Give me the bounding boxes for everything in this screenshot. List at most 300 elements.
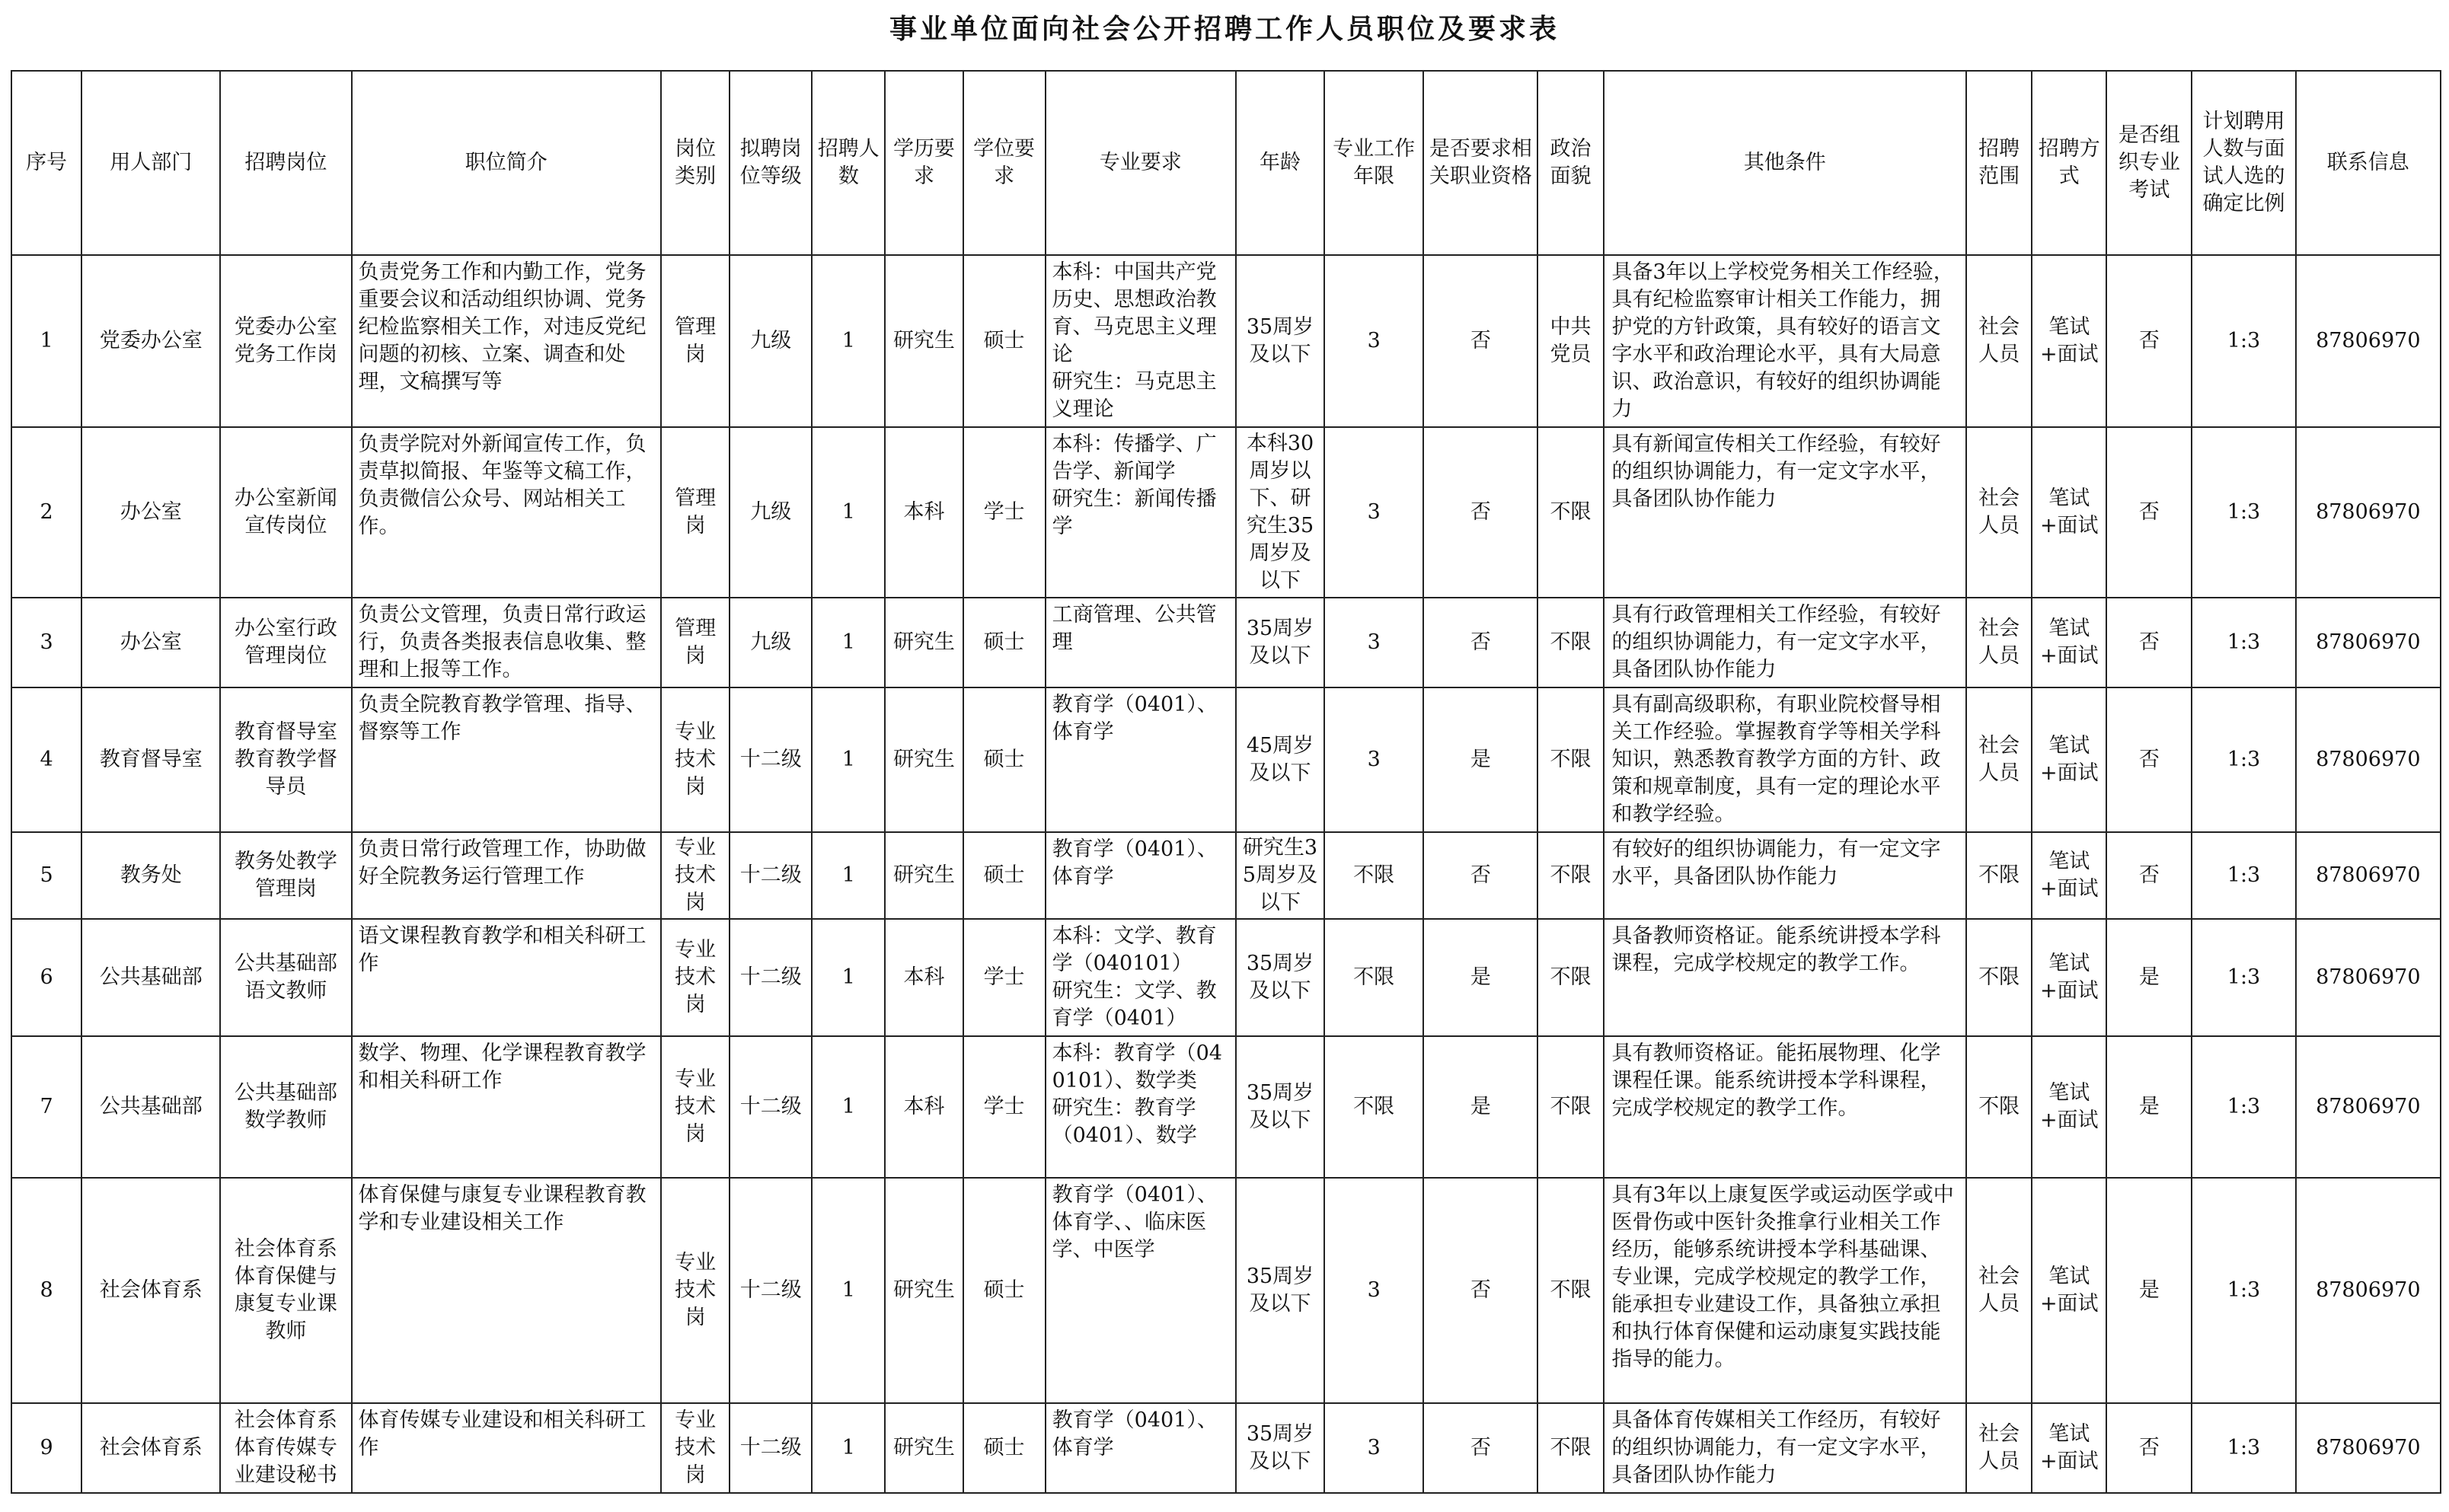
cell-text-contact: 87806970 — [2316, 1436, 2421, 1459]
cell-age — [1236, 255, 1324, 427]
cell-text-other: 具有教师资格证。能拓展物理、化学课程任课。能系统讲授本学科课程，完成学校规定的教学工作。 — [1611, 1041, 1941, 1120]
cell-text-desc: 负责全院教育教学管理、指导、督察等工作 — [358, 693, 647, 744]
cell-text-other: 有较好的组织协调能力，有一定文字水平，具备团队协作能力 — [1611, 837, 1941, 888]
cell-contact — [2296, 255, 2441, 427]
cell-text-edu: 本科 — [903, 1095, 945, 1118]
cell-edu — [885, 1036, 963, 1178]
cell-exam — [2106, 832, 2192, 919]
cell-years — [1324, 427, 1423, 598]
cell-count — [812, 598, 885, 687]
table-row — [11, 919, 2441, 1036]
cell-text-count: 1 — [841, 1436, 855, 1459]
cell-text-political: 不限 — [1550, 630, 1592, 654]
cell-no — [11, 427, 81, 598]
cell-method — [2032, 598, 2106, 687]
cell-level — [730, 1403, 812, 1493]
cell-text-major: 本科：传播学、广告学、新闻学 研究生：新闻传播学 — [1052, 432, 1217, 538]
cell-level — [730, 1178, 812, 1403]
cell-text-age: 35周岁及以下 — [1246, 1422, 1314, 1473]
cell-text-contact: 87806970 — [2316, 1095, 2421, 1118]
cell-text-exam: 是 — [2138, 1278, 2160, 1302]
cell-other — [1604, 255, 1967, 427]
cell-text-exam: 否 — [2138, 500, 2160, 524]
cell-category — [661, 1403, 730, 1493]
cell-text-ratio: 1:3 — [2227, 1436, 2261, 1459]
cell-text-method: 笔试+面试 — [2039, 315, 2099, 366]
cell-text-count: 1 — [841, 965, 855, 989]
cell-exam — [2106, 255, 2192, 427]
cell-ratio — [2192, 598, 2295, 687]
cell-post — [220, 687, 351, 832]
column-header-count: 招聘人数 — [812, 71, 885, 255]
cell-text-qual: 是 — [1470, 965, 1491, 989]
cell-text-qual: 是 — [1470, 1095, 1491, 1118]
cell-no — [11, 1403, 81, 1493]
cell-count — [812, 1178, 885, 1403]
cell-text-post: 公共基础部数学教师 — [234, 1081, 337, 1132]
cell-text-ratio: 1:3 — [2227, 1278, 2261, 1302]
cell-edu — [885, 1403, 963, 1493]
cell-text-years: 3 — [1367, 748, 1381, 771]
cell-text-post: 社会体育系体育保健与康复专业课教师 — [234, 1237, 337, 1343]
column-header-contact: 联系信息 — [2296, 71, 2441, 255]
cell-text-years: 3 — [1367, 1436, 1381, 1459]
cell-text-qual: 是 — [1470, 748, 1491, 771]
cell-text-exam: 是 — [2138, 965, 2160, 989]
cell-other — [1604, 687, 1967, 832]
cell-text-method: 笔试+面试 — [2039, 617, 2099, 668]
cell-contact — [2296, 832, 2441, 919]
cell-years — [1324, 598, 1423, 687]
cell-post — [220, 1403, 351, 1493]
cell-degree — [963, 255, 1046, 427]
table-row — [11, 1178, 2441, 1403]
cell-category — [661, 598, 730, 687]
cell-text-years: 3 — [1367, 329, 1381, 352]
cell-category — [661, 832, 730, 919]
cell-degree — [963, 919, 1046, 1036]
cell-level — [730, 598, 812, 687]
cell-text-exam: 否 — [2138, 1436, 2160, 1459]
cell-major — [1046, 919, 1236, 1036]
cell-text-ratio: 1:3 — [2227, 748, 2261, 771]
cell-scope — [1966, 1036, 2032, 1178]
cell-text-major: 教育学（0401）、体育学 — [1052, 1408, 1218, 1459]
cell-scope — [1966, 1178, 2032, 1403]
cell-dept — [81, 1036, 220, 1178]
cell-major — [1046, 427, 1236, 598]
cell-text-age: 35周岁及以下 — [1246, 1081, 1314, 1132]
cell-text-method: 笔试+面试 — [2039, 1265, 2099, 1316]
cell-text-method: 笔试+面试 — [2039, 1081, 2099, 1132]
cell-ratio — [2192, 1036, 2295, 1178]
cell-dept — [81, 427, 220, 598]
cell-count — [812, 1036, 885, 1178]
cell-text-level: 十二级 — [739, 1278, 802, 1302]
cell-text-level: 九级 — [750, 630, 792, 654]
cell-text-method: 笔试+面试 — [2039, 486, 2099, 537]
cell-political — [1537, 1178, 1603, 1403]
cell-text-desc: 负责党务工作和内勤工作，党务重要会议和活动组织协调、党务纪检监察相关工作，对违反党纪问题的初核、立案、调查和处理，文稿撰写等 — [358, 260, 647, 394]
cell-text-ratio: 1:3 — [2227, 329, 2261, 352]
cell-political — [1537, 832, 1603, 919]
cell-method — [2032, 687, 2106, 832]
cell-text-exam: 否 — [2138, 329, 2160, 352]
cell-text-years: 3 — [1367, 500, 1381, 524]
cell-count — [812, 427, 885, 598]
cell-count — [812, 255, 885, 427]
cell-text-category: 专业技术岗 — [675, 1251, 717, 1329]
cell-contact — [2296, 1178, 2441, 1403]
cell-text-ratio: 1:3 — [2227, 630, 2261, 654]
cell-political — [1537, 255, 1603, 427]
cell-text-desc: 体育传媒专业建设和相关科研工作 — [358, 1408, 647, 1459]
cell-text-age: 35周岁及以下 — [1246, 1265, 1314, 1316]
cell-major — [1046, 832, 1236, 919]
cell-age — [1236, 427, 1324, 598]
cell-text-degree: 硕士 — [983, 863, 1025, 887]
cell-text-degree: 硕士 — [983, 748, 1025, 771]
cell-scope — [1966, 687, 2032, 832]
cell-text-dept: 办公室 — [120, 500, 182, 524]
cell-exam — [2106, 919, 2192, 1036]
cell-edu — [885, 255, 963, 427]
cell-text-method: 笔试+面试 — [2039, 734, 2099, 785]
cell-text-desc: 负责学院对外新闻宣传工作，负责草拟简报、年鉴等文稿工作，负责微信公众号、网站相关工作。 — [358, 432, 647, 538]
cell-dept — [81, 1403, 220, 1493]
cell-dept — [81, 1178, 220, 1403]
cell-text-contact: 87806970 — [2316, 630, 2421, 654]
cell-text-category: 专业技术岗 — [675, 836, 717, 914]
cell-text-scope: 不限 — [1978, 965, 2020, 989]
cell-text-qual: 否 — [1470, 1278, 1491, 1302]
cell-desc — [352, 1036, 662, 1178]
cell-text-scope: 社会人员 — [1978, 1422, 2020, 1473]
cell-exam — [2106, 1036, 2192, 1178]
cell-text-edu: 研究生 — [892, 1278, 955, 1302]
cell-ratio — [2192, 1178, 2295, 1403]
cell-text-qual: 否 — [1470, 863, 1491, 887]
cell-degree — [963, 1403, 1046, 1493]
column-header-qual: 是否要求相关职业资格 — [1423, 71, 1537, 255]
cell-age — [1236, 598, 1324, 687]
cell-level — [730, 919, 812, 1036]
cell-method — [2032, 427, 2106, 598]
cell-no — [11, 1036, 81, 1178]
cell-text-major: 本科：中国共产党历史、思想政治教育、马克思主义理论 研究生：马克思主义理论 — [1052, 260, 1217, 421]
cell-text-ratio: 1:3 — [2227, 1095, 2261, 1118]
cell-text-political: 不限 — [1550, 1095, 1592, 1118]
cell-text-post: 教育督导室教育教学督导员 — [234, 720, 337, 799]
cell-ratio — [2192, 1403, 2295, 1493]
cell-text-exam: 否 — [2138, 630, 2160, 654]
cell-ratio — [2192, 255, 2295, 427]
cell-level — [730, 427, 812, 598]
cell-post — [220, 919, 351, 1036]
cell-years — [1324, 832, 1423, 919]
cell-category — [661, 255, 730, 427]
table-header-row — [11, 71, 2441, 255]
cell-text-political: 不限 — [1550, 965, 1592, 989]
column-header-age: 年龄 — [1236, 71, 1324, 255]
cell-text-years: 不限 — [1353, 1095, 1395, 1118]
cell-desc — [352, 1403, 662, 1493]
cell-text-method: 笔试+面试 — [2039, 1422, 2099, 1473]
cell-text-scope: 社会人员 — [1978, 734, 2020, 785]
cell-text-contact: 87806970 — [2316, 329, 2421, 352]
cell-post — [220, 427, 351, 598]
cell-text-count: 1 — [841, 863, 855, 887]
cell-text-major: 教育学（0401）、体育学 — [1052, 693, 1218, 744]
cell-category — [661, 919, 730, 1036]
cell-ratio — [2192, 687, 2295, 832]
cell-desc — [352, 832, 662, 919]
table-row — [11, 427, 2441, 598]
cell-political — [1537, 427, 1603, 598]
cell-edu — [885, 832, 963, 919]
cell-desc — [352, 255, 662, 427]
cell-contact — [2296, 1403, 2441, 1493]
cell-text-age: 45周岁及以下 — [1246, 734, 1314, 785]
cell-political — [1537, 687, 1603, 832]
cell-text-exam: 否 — [2138, 863, 2160, 887]
cell-method — [2032, 919, 2106, 1036]
cell-text-other: 具有行政管理相关工作经验，有较好的组织协调能力，有一定文字水平，具备团队协作能力 — [1611, 603, 1941, 681]
column-header-years: 专业工作年限 — [1324, 71, 1423, 255]
cell-contact — [2296, 1036, 2441, 1178]
cell-post — [220, 598, 351, 687]
cell-text-desc: 负责公文管理，负责日常行政运行，负责各类报表信息收集、整理和上报等工作。 — [358, 603, 647, 681]
cell-text-other: 具有副高级职称，有职业院校督导相关工作经验。掌握教育学等相关学科知识，熟悉教育教学方面的方针、政策和规章制度，具有一定的理论水平和教学经验。 — [1611, 693, 1941, 826]
cell-text-political: 不限 — [1550, 1436, 1592, 1459]
cell-age — [1236, 687, 1324, 832]
cell-text-scope: 不限 — [1978, 1095, 2020, 1118]
cell-edu — [885, 687, 963, 832]
cell-text-major: 工商管理、公共管理 — [1052, 603, 1217, 654]
cell-text-no: 1 — [40, 329, 53, 352]
cell-text-dept: 社会体育系 — [99, 1436, 203, 1459]
cell-text-scope: 社会人员 — [1978, 315, 2020, 366]
cell-other — [1604, 1036, 1967, 1178]
cell-exam — [2106, 1403, 2192, 1493]
cell-text-dept: 公共基础部 — [99, 965, 203, 989]
cell-scope — [1966, 427, 2032, 598]
cell-text-count: 1 — [841, 630, 855, 654]
cell-text-degree: 硕士 — [983, 1436, 1025, 1459]
cell-qual — [1423, 1036, 1537, 1178]
cell-text-level: 九级 — [750, 329, 792, 352]
cell-category — [661, 427, 730, 598]
column-header-exam: 是否组织专业考试 — [2106, 71, 2192, 255]
cell-text-category: 专业技术岗 — [675, 720, 717, 799]
cell-dept — [81, 919, 220, 1036]
cell-age — [1236, 1036, 1324, 1178]
table-row — [11, 1403, 2441, 1493]
cell-age — [1236, 1403, 1324, 1493]
cell-exam — [2106, 687, 2192, 832]
cell-political — [1537, 1403, 1603, 1493]
cell-level — [730, 832, 812, 919]
cell-text-desc: 语文课程教育教学和相关科研工作 — [358, 924, 647, 975]
cell-dept — [81, 598, 220, 687]
cell-degree — [963, 1178, 1046, 1403]
cell-text-scope: 社会人员 — [1978, 486, 2020, 537]
cell-scope — [1966, 919, 2032, 1036]
cell-age — [1236, 1178, 1324, 1403]
cell-text-other: 具有新闻宣传相关工作经验，有较好的组织协调能力，有一定文字水平，具备团队协作能力 — [1611, 432, 1941, 511]
cell-count — [812, 687, 885, 832]
cell-text-no: 5 — [40, 863, 53, 887]
cell-edu — [885, 598, 963, 687]
cell-count — [812, 919, 885, 1036]
cell-text-level: 十二级 — [739, 1436, 802, 1459]
cell-text-no: 9 — [40, 1436, 53, 1459]
column-header-scope: 招聘范围 — [1966, 71, 2032, 255]
cell-text-qual: 否 — [1470, 329, 1491, 352]
cell-text-post: 教务处教学管理岗 — [234, 850, 337, 901]
column-header-edu: 学历要求 — [885, 71, 963, 255]
cell-exam — [2106, 598, 2192, 687]
cell-text-no: 8 — [40, 1278, 53, 1302]
cell-method — [2032, 255, 2106, 427]
column-header-no: 序号 — [11, 71, 81, 255]
cell-no — [11, 1178, 81, 1403]
cell-post — [220, 255, 351, 427]
cell-text-degree: 学士 — [983, 965, 1025, 989]
cell-degree — [963, 832, 1046, 919]
cell-edu — [885, 1178, 963, 1403]
cell-text-edu: 研究生 — [892, 1436, 955, 1459]
cell-text-dept: 党委办公室 — [99, 329, 203, 352]
cell-exam — [2106, 427, 2192, 598]
cell-qual — [1423, 919, 1537, 1036]
cell-text-qual: 否 — [1470, 630, 1491, 654]
column-header-dept: 用人部门 — [81, 71, 220, 255]
column-header-post: 招聘岗位 — [220, 71, 351, 255]
cell-other — [1604, 832, 1967, 919]
cell-other — [1604, 427, 1967, 598]
cell-text-dept: 社会体育系 — [99, 1278, 203, 1302]
cell-desc — [352, 687, 662, 832]
cell-scope — [1966, 832, 2032, 919]
cell-text-political: 不限 — [1550, 1278, 1592, 1302]
cell-qual — [1423, 687, 1537, 832]
cell-dept — [81, 832, 220, 919]
cell-years — [1324, 255, 1423, 427]
column-header-major: 专业要求 — [1046, 71, 1236, 255]
cell-level — [730, 255, 812, 427]
cell-text-political: 中共党员 — [1550, 315, 1592, 366]
table-row — [11, 255, 2441, 427]
cell-text-degree: 硕士 — [983, 630, 1025, 654]
cell-no — [11, 687, 81, 832]
cell-other — [1604, 919, 1967, 1036]
cell-text-edu: 本科 — [903, 500, 945, 524]
cell-desc — [352, 598, 662, 687]
cell-text-count: 1 — [841, 329, 855, 352]
cell-text-post: 公共基础部语文教师 — [234, 952, 337, 1003]
cell-text-count: 1 — [841, 1095, 855, 1118]
cell-text-age: 研究生35周岁及以下 — [1242, 836, 1318, 914]
cell-text-level: 十二级 — [739, 863, 802, 887]
cell-years — [1324, 1036, 1423, 1178]
cell-age — [1236, 832, 1324, 919]
cell-contact — [2296, 598, 2441, 687]
cell-text-other: 具有3年以上康复医学或运动医学或中医骨伤或中医针灸推拿行业相关工作经历，能够系统讲授本学科基础课、专业课，完成学校规定的教学工作，能承担专业建设工作，具备独立承担和执行体育保健和运动康复实践技能指导的能力。 — [1611, 1183, 1954, 1371]
cell-age — [1236, 919, 1324, 1036]
cell-post — [220, 1036, 351, 1178]
column-header-category: 岗位类别 — [661, 71, 730, 255]
cell-text-years: 不限 — [1353, 965, 1395, 989]
table-row — [11, 598, 2441, 687]
cell-text-ratio: 1:3 — [2227, 500, 2261, 524]
cell-qual — [1423, 598, 1537, 687]
column-header-political: 政治面貌 — [1537, 71, 1603, 255]
cell-qual — [1423, 1178, 1537, 1403]
cell-qual — [1423, 427, 1537, 598]
cell-text-desc: 体育保健与康复专业课程教育教学和专业建设相关工作 — [358, 1183, 647, 1234]
column-header-level: 拟聘岗位等级 — [730, 71, 812, 255]
cell-text-no: 2 — [40, 500, 53, 524]
cell-method — [2032, 1178, 2106, 1403]
cell-scope — [1966, 255, 2032, 427]
cell-years — [1324, 919, 1423, 1036]
cell-contact — [2296, 919, 2441, 1036]
cell-text-political: 不限 — [1550, 748, 1592, 771]
cell-qual — [1423, 1403, 1537, 1493]
cell-text-post: 党委办公室党务工作岗 — [234, 315, 337, 366]
column-header-degree: 学位要求 — [963, 71, 1046, 255]
column-header-other: 其他条件 — [1604, 71, 1967, 255]
cell-text-age: 35周岁及以下 — [1246, 617, 1314, 668]
column-header-method: 招聘方式 — [2032, 71, 2106, 255]
cell-edu — [885, 427, 963, 598]
cell-text-method: 笔试+面试 — [2039, 850, 2099, 901]
cell-political — [1537, 919, 1603, 1036]
cell-text-degree: 硕士 — [983, 329, 1025, 352]
cell-text-qual: 否 — [1470, 500, 1491, 524]
cell-other — [1604, 1403, 1967, 1493]
table-row — [11, 687, 2441, 832]
cell-text-edu: 研究生 — [892, 863, 955, 887]
cell-text-dept: 办公室 — [120, 630, 182, 654]
cell-no — [11, 919, 81, 1036]
cell-text-level: 九级 — [750, 500, 792, 524]
cell-desc — [352, 1178, 662, 1403]
cell-category — [661, 1178, 730, 1403]
cell-text-dept: 教务处 — [120, 863, 182, 887]
cell-text-category: 管理岗 — [675, 486, 717, 537]
cell-method — [2032, 832, 2106, 919]
cell-text-political: 不限 — [1550, 863, 1592, 887]
cell-contact — [2296, 427, 2441, 598]
cell-text-edu: 研究生 — [892, 630, 955, 654]
cell-edu — [885, 919, 963, 1036]
cell-text-age: 35周岁及以下 — [1246, 952, 1314, 1003]
cell-category — [661, 1036, 730, 1178]
cell-text-contact: 87806970 — [2316, 1278, 2421, 1302]
cell-post — [220, 832, 351, 919]
cell-scope — [1966, 598, 2032, 687]
cell-text-age: 本科30周岁以下、研究生35周岁及以下 — [1246, 432, 1314, 592]
cell-text-other: 具备体育传媒相关工作经历，有较好的组织协调能力，有一定文字水平，具备团队协作能力 — [1611, 1408, 1941, 1487]
cell-text-exam: 是 — [2138, 1095, 2160, 1118]
cell-text-no: 3 — [40, 630, 53, 654]
cell-text-desc: 负责日常行政管理工作，协助做好全院教务运行管理工作 — [358, 837, 647, 888]
cell-years — [1324, 1178, 1423, 1403]
cell-desc — [352, 919, 662, 1036]
cell-major — [1046, 1403, 1236, 1493]
